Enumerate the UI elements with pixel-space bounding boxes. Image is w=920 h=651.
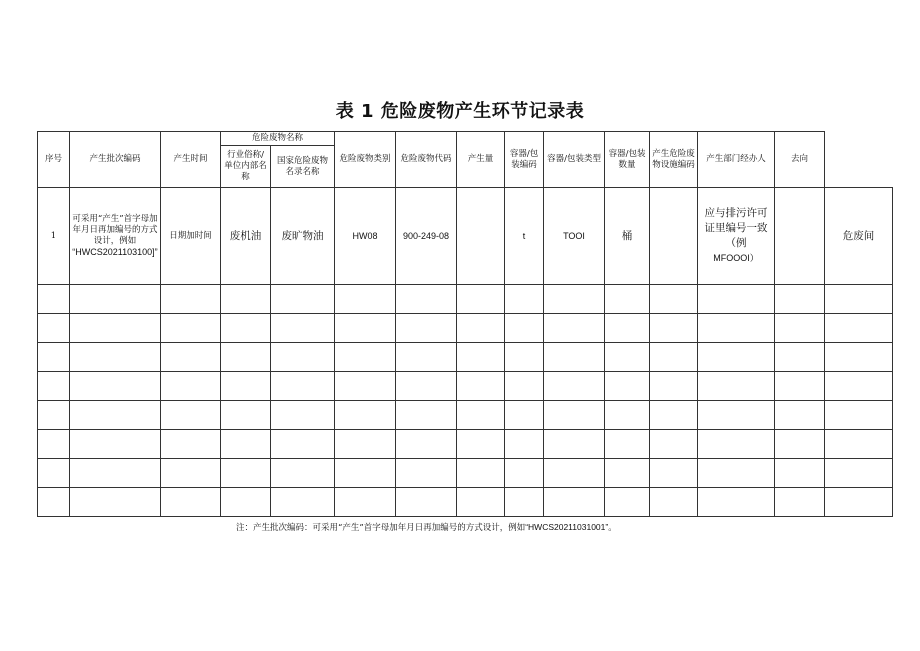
- empty-cell: [396, 343, 457, 372]
- cell-facility-code: [698, 188, 775, 285]
- empty-cell: [221, 459, 271, 488]
- header-time: 产生时间: [161, 132, 221, 188]
- header-industry-name: 行业俗称/单位内部名称: [221, 146, 271, 188]
- batch-code-note: 可采用“产生”首字母加年月日再加编号的方式设计，例如: [72, 213, 158, 246]
- empty-cell: [698, 285, 775, 314]
- empty-cell: [161, 430, 221, 459]
- empty-cell: [335, 401, 396, 430]
- empty-cell: [605, 401, 650, 430]
- empty-cell: [650, 401, 698, 430]
- cell-amount-unit: t: [505, 188, 544, 285]
- empty-cell: [825, 459, 893, 488]
- empty-cell: [161, 459, 221, 488]
- empty-cell: [775, 372, 825, 401]
- empty-cell: [161, 401, 221, 430]
- empty-cell: [605, 488, 650, 517]
- empty-cell: [221, 372, 271, 401]
- table-row: [38, 401, 893, 430]
- empty-cell: [698, 372, 775, 401]
- empty-cell: [457, 459, 505, 488]
- empty-cell: [650, 430, 698, 459]
- table-row: [38, 343, 893, 372]
- empty-cell: [544, 459, 605, 488]
- footnote: [236, 521, 617, 533]
- empty-cell: [698, 343, 775, 372]
- cell-category: HW08: [335, 188, 396, 285]
- empty-cell: [271, 430, 335, 459]
- footnote-example: “HWCS20211031001”。: [525, 522, 617, 532]
- empty-cell: [544, 285, 605, 314]
- table-row: [38, 188, 893, 285]
- empty-cell: [775, 401, 825, 430]
- empty-cell: [221, 430, 271, 459]
- empty-cell: [161, 285, 221, 314]
- empty-cell: [161, 372, 221, 401]
- empty-cell: [605, 285, 650, 314]
- header-container-code: 容器/包装编码: [505, 132, 544, 188]
- empty-cell: [221, 488, 271, 517]
- empty-cell: [335, 488, 396, 517]
- empty-cell: [650, 459, 698, 488]
- table-row: [38, 430, 893, 459]
- empty-cell: [505, 372, 544, 401]
- cell-seq: 1: [38, 188, 70, 285]
- empty-cell: [698, 430, 775, 459]
- header-container-qty: 容器/包装数量: [605, 132, 650, 188]
- header-dept-handler: 产生部门经办人: [698, 132, 775, 188]
- empty-cell: [221, 401, 271, 430]
- empty-cell: [335, 430, 396, 459]
- table-row: [38, 459, 893, 488]
- empty-cell: [825, 343, 893, 372]
- cell-amount-blank: [457, 188, 505, 285]
- empty-cell: [775, 459, 825, 488]
- empty-cell: [457, 285, 505, 314]
- empty-cell: [775, 430, 825, 459]
- empty-cell: [70, 459, 161, 488]
- empty-cell: [775, 343, 825, 372]
- empty-cell: [161, 314, 221, 343]
- empty-cell: [271, 401, 335, 430]
- empty-cell: [505, 314, 544, 343]
- empty-cell: [544, 372, 605, 401]
- empty-cell: [775, 488, 825, 517]
- empty-cell: [271, 488, 335, 517]
- empty-cell: [396, 459, 457, 488]
- header-seq: 序号: [38, 132, 70, 188]
- empty-cell: [825, 314, 893, 343]
- empty-cell: [605, 343, 650, 372]
- empty-cell: [650, 343, 698, 372]
- empty-cell: [221, 285, 271, 314]
- empty-cell: [650, 314, 698, 343]
- empty-cell: [271, 314, 335, 343]
- header-container-type: 容器/包装类型: [544, 132, 605, 188]
- cell-industry-name: 废机油: [221, 188, 271, 285]
- header-destination: 去向: [775, 132, 825, 188]
- empty-cell: [457, 430, 505, 459]
- empty-cell: [70, 401, 161, 430]
- record-table: [37, 131, 893, 517]
- empty-cell: [38, 430, 70, 459]
- empty-cell: [70, 430, 161, 459]
- footnote-text: 注：产生批次编码：可采用“产生”首字母加年月日再加编号的方式设计，例如: [236, 523, 526, 533]
- empty-cell: [825, 285, 893, 314]
- empty-cell: [505, 430, 544, 459]
- table-row: [38, 285, 893, 314]
- empty-cell: [544, 343, 605, 372]
- empty-cell: [70, 285, 161, 314]
- empty-cell: [544, 401, 605, 430]
- facility-example: MFOOOI）: [713, 253, 759, 263]
- cell-container-type: 桶: [605, 188, 650, 285]
- header-facility-code: 产生危险废物设施编码: [650, 132, 698, 188]
- empty-cell: [544, 430, 605, 459]
- empty-cell: [775, 285, 825, 314]
- empty-cell: [505, 285, 544, 314]
- empty-cell: [271, 459, 335, 488]
- empty-cell: [335, 285, 396, 314]
- empty-cell: [161, 343, 221, 372]
- empty-cell: [221, 314, 271, 343]
- empty-cell: [457, 314, 505, 343]
- empty-cell: [335, 372, 396, 401]
- empty-cell: [825, 401, 893, 430]
- empty-cell: [650, 372, 698, 401]
- empty-cell: [457, 401, 505, 430]
- cell-time: 日期加时间: [161, 188, 221, 285]
- table-row: [38, 314, 893, 343]
- page-title: 表 1 危险废物产生环节记录表: [335, 101, 585, 122]
- empty-cell: [698, 488, 775, 517]
- cell-batch-code: [70, 188, 161, 285]
- empty-cell: [605, 372, 650, 401]
- empty-cell: [544, 314, 605, 343]
- empty-cell: [825, 372, 893, 401]
- empty-cell: [825, 488, 893, 517]
- empty-cell: [396, 314, 457, 343]
- empty-cell: [650, 285, 698, 314]
- header-row-1: [38, 132, 893, 146]
- empty-cell: [271, 285, 335, 314]
- empty-cell: [38, 401, 70, 430]
- empty-cell: [544, 488, 605, 517]
- empty-cell: [221, 343, 271, 372]
- empty-cell: [38, 372, 70, 401]
- empty-cell: [38, 314, 70, 343]
- empty-cell: [271, 372, 335, 401]
- empty-cell: [70, 488, 161, 517]
- empty-cell: [505, 459, 544, 488]
- empty-cell: [457, 343, 505, 372]
- cell-container-code: TOOI: [544, 188, 605, 285]
- empty-cell: [457, 488, 505, 517]
- header-waste-name-group: 危险废物名称: [221, 132, 335, 146]
- empty-cell: [70, 343, 161, 372]
- empty-cell: [505, 401, 544, 430]
- cell-container-qty: [650, 188, 698, 285]
- empty-cell: [271, 343, 335, 372]
- empty-cell: [335, 343, 396, 372]
- header-category: 危险废物类别: [335, 132, 396, 188]
- empty-cell: [457, 372, 505, 401]
- empty-cell: [605, 430, 650, 459]
- empty-cell: [396, 285, 457, 314]
- empty-cell: [396, 488, 457, 517]
- cell-dept-handler: [775, 188, 825, 285]
- empty-cell: [505, 343, 544, 372]
- empty-cell: [335, 459, 396, 488]
- header-code: 危险废物代码: [396, 132, 457, 188]
- empty-cell: [335, 314, 396, 343]
- cell-code: 900-249-08: [396, 188, 457, 285]
- empty-cell: [505, 488, 544, 517]
- empty-cell: [38, 488, 70, 517]
- header-national-name: 国家危险废物名录名称: [271, 146, 335, 188]
- batch-code-example: “HWCS2021103100]”: [72, 246, 158, 257]
- empty-cell: [605, 459, 650, 488]
- empty-cell: [396, 430, 457, 459]
- empty-cell: [825, 430, 893, 459]
- cell-destination: 危废间: [825, 188, 893, 285]
- empty-cell: [38, 285, 70, 314]
- empty-cell: [775, 314, 825, 343]
- empty-cell: [38, 343, 70, 372]
- empty-cell: [38, 459, 70, 488]
- empty-cell: [698, 314, 775, 343]
- cell-national-name: 废旷物油: [271, 188, 335, 285]
- table-row: [38, 488, 893, 517]
- empty-cell: [396, 372, 457, 401]
- empty-cell: [605, 314, 650, 343]
- header-amount: 产生量: [457, 132, 505, 188]
- empty-cell: [698, 459, 775, 488]
- table-row: [38, 372, 893, 401]
- header-batch-code: 产生批次编码: [70, 132, 161, 188]
- empty-cell: [70, 314, 161, 343]
- empty-cell: [70, 372, 161, 401]
- empty-cell: [650, 488, 698, 517]
- empty-cell: [161, 488, 221, 517]
- empty-cell: [396, 401, 457, 430]
- empty-cell: [698, 401, 775, 430]
- facility-text: 应与排污许可证里编号一致（例: [704, 207, 768, 249]
